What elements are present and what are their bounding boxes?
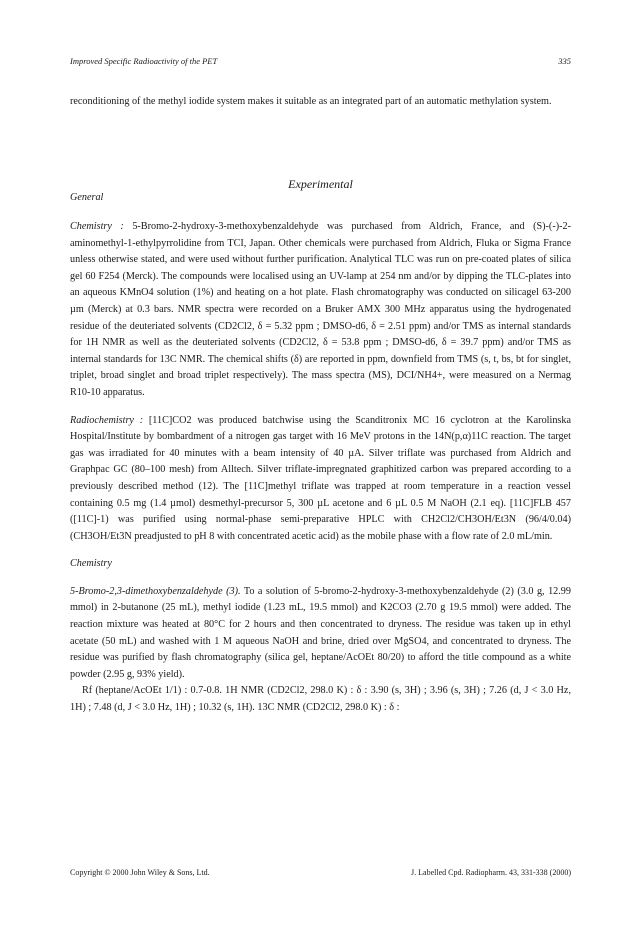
chemistry-label: Chemistry : xyxy=(70,221,124,232)
page-number: 335 xyxy=(558,56,571,66)
radiochemistry-paragraph xyxy=(70,413,571,546)
experimental-body xyxy=(70,219,571,717)
running-head xyxy=(70,56,571,70)
running-head-title: Improved Specific Radioactivity of the PET xyxy=(70,56,218,66)
compound-text: To a solution of 5-bromo-2-hydroxy-3-methoxybenzaldehyde (2) (3.0 g, 12.99 mmol) in 2-butanone (25 mL), methyl iodide (1.23 mL, 19.5 mmol) and K2CO3 (2.70 g 19.5 mmol) were added. The reaction mixture was heated at 80°C for 2 hours and then concentrated to dryness. The residue was taken up in ethyl acetate (50 mL) and washed with 1 M aqueous NaOH and brine, dried over MgSO4, and concentrated to dryness. The residue was purified by flash chromatography (silica gel, heptane/AcOEt 80/20) to afford the title compound as a white powder (2.95 g, 93% yield). xyxy=(70,585,571,680)
intro-paragraph: reconditioning of the methyl iodide system makes it suitable as an integrated part of an automatic methylation system. xyxy=(70,96,552,107)
chemistry-paragraph xyxy=(70,219,571,402)
copyright-notice: Copyright © 2000 John Wiley & Sons, Ltd. xyxy=(70,868,210,877)
compound-paragraph xyxy=(70,584,571,684)
nmr-paragraph: Rf (heptane/AcOEt 1/1) : 0.7-0.8. 1H NMR (CD2Cl2, 298.0 K) : δ : 3.90 (s, 3H) ; 3.96 (s, 3H) ; 7.26 (d, J < 3.0 Hz, 1H) ; 7.48 (d, J < 3.0 Hz, 1H) ; 10.32 (s, 1H). 13C NMR (CD2Cl2, 298.0 K) : δ : xyxy=(70,685,571,714)
chemistry-subheading: Chemistry xyxy=(70,558,112,570)
radiochemistry-label: Radiochemistry : xyxy=(70,414,144,426)
intro-paragraph-block xyxy=(70,94,571,111)
general-heading: General xyxy=(70,192,104,203)
chemistry-text: 5-Bromo-2-hydroxy-3-methoxybenzaldehyde was purchased from Aldrich, France, and (S)-(-)-2-aminomethyl-1-ethylpyrrolidine from TCI, Japan. Other chemicals were purchased from Aldrich, Fluka or Sigma France unless otherwise stated, and were used without further purification. Analytical TLC was run on pre-coated plates of silica gel 60 F254 (Merck). The compounds were localised using an UV-lamp at 254 nm and/or by dipping the TLC-plates into an aqueous KMnO4 solution (1%) and heating on a hot plate. Flash chromatography was conducted on silicagel 63-200 µm (Merck) at 0.3 bars. NMR spectra were recorded on a Bruker AMX 300 MHz apparatus using the hydrogenated residue of the deuteriated solvents (CD2Cl2, δ = 5.32 ppm ; DMSO-d6, δ = 2.51 ppm) and/or TMS as internal standards for 1H NMR as well as the deuteriated solvents (CD2Cl2, δ = 53.8 ppm ; DMSO-d6, δ = 39.7 ppm) and/or TMS as internal standards for 13C NMR. The chemical shifts (δ) are reported in ppm, downfield from TMS (s, t, bs, bt for singlet, triplet, broad singlet and broad triplet respectively). The mass spectra (MS), DCI/NH4+, were measured on a Nermag R10-10 apparatus. xyxy=(70,221,571,398)
compound-label: 5-Bromo-2,3-dimethoxybenzaldehyde (3). xyxy=(70,585,241,597)
radiochemistry-text: [11C]CO2 was produced batchwise using the Scanditronix MC 16 cyclotron at the Karolinska Hospital/Institute by bombardment of a nitrogen gas target with 16 MeV protons in the 14N(p,α)11C reaction. The target gas was irradiated for 40 minutes with a beam intensity of 40 µA. Silver triflate was purchased from Aldrich and Graphpac GC (80–100 mesh) from Alltech. Silver triflate-impregnated graphitized carbon was prepared according to a previously described method (12). The [11C]methyl triflate was trapped at room temperature in a reaction vessel containing 0.5 mg (1.4 µmol) desmethyl-precursor 5, 300 µL acetone and 6 µL 0.5 M NaOH (2.1 eq). [11C]FLB 457 ([11C]-1) was purified using normal-phase semi-preparative HPLC with CH2Cl2/CH3OH/Et3N (96/4/0.04) (CH3OH/Et3N preadjusted to pH 8 with concentrated acetic acid) as the mobile phase with a flow rate of 2.0 mL/min. xyxy=(70,414,571,542)
general-heading-block xyxy=(70,190,571,207)
section-heading: Experimental xyxy=(288,177,353,191)
journal-citation: J. Labelled Cpd. Radiopharm. 43, 331-338 (2000) xyxy=(411,868,571,877)
